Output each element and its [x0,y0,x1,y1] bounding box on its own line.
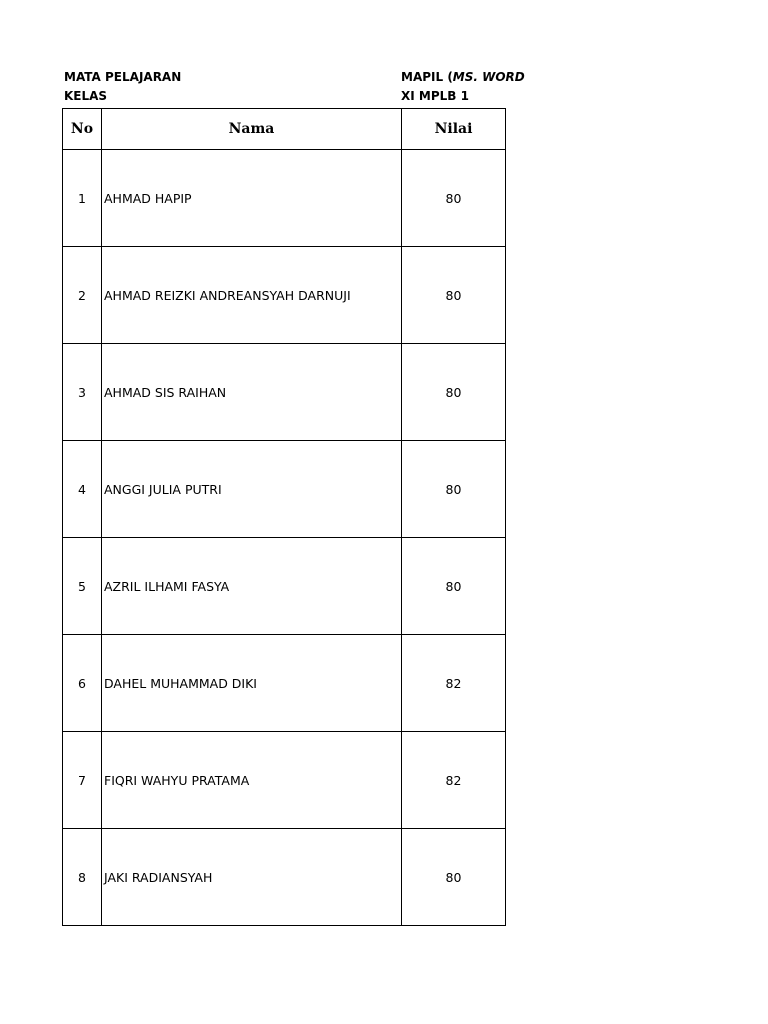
row-number: 1 [63,150,102,247]
table-row [63,441,506,538]
column-header-score: Nilai [402,109,506,150]
table-row [63,635,506,732]
row-number: 5 [63,538,102,635]
class-label: KELAS [64,89,108,103]
column-header-no: No [63,109,102,150]
table-row [63,247,506,344]
row-number: 4 [63,441,102,538]
subject-value [401,70,525,84]
student-score: 80 [402,538,506,635]
row-number: 8 [63,829,102,926]
grade-table [62,108,506,926]
subject-value-prefix: MAPIL ( [401,70,453,84]
subject-label: MATA PELAJARAN [64,70,182,84]
row-number: 3 [63,344,102,441]
student-score: 82 [402,635,506,732]
table-row [63,150,506,247]
row-number: 2 [63,247,102,344]
table-row [63,538,506,635]
student-name: AHMAD REIZKI ANDREANSYAH DARNUJI [102,247,402,344]
student-name: AHMAD SIS RAIHAN [102,344,402,441]
row-number: 7 [63,732,102,829]
student-score: 80 [402,441,506,538]
row-number: 6 [63,635,102,732]
student-score: 80 [402,247,506,344]
table-row [63,732,506,829]
student-name: AZRIL ILHAMI FASYA [102,538,402,635]
student-name: FIQRI WAHYU PRATAMA [102,732,402,829]
student-score: 82 [402,732,506,829]
student-name: ANGGI JULIA PUTRI [102,441,402,538]
class-value: XI MPLB 1 [401,89,469,103]
student-name: AHMAD HAPIP [102,150,402,247]
student-score: 80 [402,829,506,926]
table-row [63,344,506,441]
student-name: JAKI RADIANSYAH [102,829,402,926]
table-header-row [63,109,506,150]
subject-value-italic: MS. WORD [452,70,525,84]
table-row [63,829,506,926]
student-score: 80 [402,150,506,247]
student-score: 80 [402,344,506,441]
student-name: DAHEL MUHAMMAD DIKI [102,635,402,732]
column-header-name: Nama [102,109,402,150]
